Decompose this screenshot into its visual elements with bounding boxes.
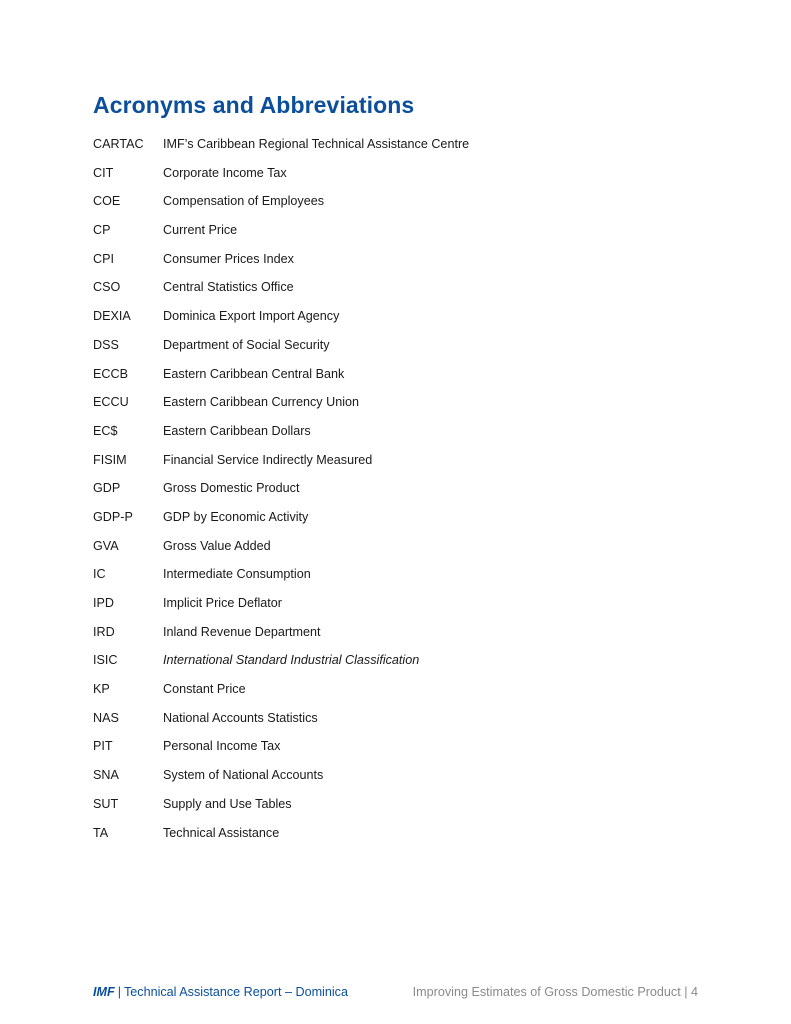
acronym-definition: Financial Service Indirectly Measured xyxy=(163,452,373,467)
acronym-row xyxy=(93,192,713,221)
acronym-row xyxy=(93,422,713,451)
acronym-definition: Personal Income Tax xyxy=(163,739,281,754)
acronym-row xyxy=(93,795,713,824)
acronym-definition: Constant Price xyxy=(163,682,246,697)
acronym-row xyxy=(93,565,713,594)
acronym-term: CSO xyxy=(93,280,121,295)
acronym-definition: Central Statistics Office xyxy=(163,280,294,295)
acronym-term: EC$ xyxy=(93,423,118,438)
acronym-definition: National Accounts Statistics xyxy=(163,710,318,725)
acronym-term: KP xyxy=(93,682,110,697)
acronym-row xyxy=(93,623,713,652)
acronym-row xyxy=(93,651,713,680)
acronym-term: ECCU xyxy=(93,395,129,410)
acronym-term: SUT xyxy=(93,796,119,811)
acronym-definition: Current Price xyxy=(163,223,238,238)
acronym-term: GDP xyxy=(93,481,121,496)
acronym-row xyxy=(93,250,713,279)
acronym-definition: Dominica Export Import Agency xyxy=(163,309,340,324)
acronym-term: COE xyxy=(93,194,121,209)
acronym-row xyxy=(93,451,713,480)
acronym-row xyxy=(93,336,713,365)
acronym-row xyxy=(93,221,713,250)
acronym-definition: Technical Assistance xyxy=(163,825,280,840)
acronym-definition: Corporate Income Tax xyxy=(163,165,287,180)
acronym-term: IRD xyxy=(93,624,115,639)
acronym-row xyxy=(93,164,713,193)
footer-separator: | xyxy=(117,985,121,999)
page-footer xyxy=(93,983,698,1001)
acronym-term: PIT xyxy=(93,739,113,754)
acronym-row xyxy=(93,594,713,623)
acronym-row xyxy=(93,278,713,307)
acronym-term: IPD xyxy=(93,596,114,610)
acronym-definition: System of National Accounts xyxy=(163,768,324,783)
acronym-definition: Eastern Caribbean Dollars xyxy=(163,423,311,438)
acronym-term: SNA xyxy=(93,768,119,783)
acronym-definition: Intermediate Consumption xyxy=(163,567,311,582)
acronym-term: CARTAC xyxy=(93,137,144,151)
acronym-term: GDP-P xyxy=(93,509,133,524)
acronym-term: GVA xyxy=(93,538,119,553)
acronym-row xyxy=(93,824,713,853)
footer-report-title xyxy=(93,983,348,1001)
acronym-term: FISIM xyxy=(93,452,127,467)
acronym-row xyxy=(93,737,713,766)
page-title: Acronyms and Abbreviations xyxy=(93,92,415,118)
acronym-term: NAS xyxy=(93,710,119,725)
acronym-row xyxy=(93,307,713,336)
acronym-definition: Compensation of Employees xyxy=(163,194,325,209)
acronym-definition: Implicit Price Deflator xyxy=(163,596,282,610)
acronym-row xyxy=(93,365,713,394)
acronym-definition: Supply and Use Tables xyxy=(163,796,292,811)
acronym-row xyxy=(93,508,713,537)
acronym-definition: Eastern Caribbean Currency Union xyxy=(163,395,360,410)
acronym-definition: Department of Social Security xyxy=(163,337,330,352)
acronym-row xyxy=(93,479,713,508)
acronym-term: CPI xyxy=(93,251,114,266)
acronym-definition: Consumer Prices Index xyxy=(163,251,294,266)
acronym-definition: IMF’s Caribbean Regional Technical Assistance Centre xyxy=(163,137,470,151)
acronym-term: TA xyxy=(93,825,109,840)
acronym-row xyxy=(93,393,713,422)
footer-report-name: Technical Assistance Report – Dominica xyxy=(123,985,348,999)
acronym-definition: Gross Domestic Product xyxy=(163,481,300,496)
acronym-definition: GDP by Economic Activity xyxy=(163,509,309,524)
acronym-definition: Eastern Caribbean Central Bank xyxy=(163,366,345,381)
acronym-definition: Inland Revenue Department xyxy=(163,624,321,639)
acronym-row xyxy=(93,135,713,164)
acronym-term: IC xyxy=(93,567,106,582)
acronym-row xyxy=(93,709,713,738)
acronym-definition: International Standard Industrial Classification xyxy=(163,653,420,668)
acronym-row xyxy=(93,766,713,795)
footer-brand: IMF xyxy=(93,985,115,999)
footer-page-label: Improving Estimates of Gross Domestic Product | 4 xyxy=(412,985,698,999)
acronym-row xyxy=(93,537,713,566)
acronym-row xyxy=(93,680,713,709)
acronym-term: ECCB xyxy=(93,366,128,381)
acronym-term: DEXIA xyxy=(93,309,131,324)
acronym-term: DSS xyxy=(93,337,119,352)
acronym-term: CIT xyxy=(93,165,114,180)
acronym-term: ISIC xyxy=(93,653,118,668)
acronym-list xyxy=(93,135,713,852)
acronym-definition: Gross Value Added xyxy=(163,538,271,553)
acronym-term: CP xyxy=(93,223,111,238)
